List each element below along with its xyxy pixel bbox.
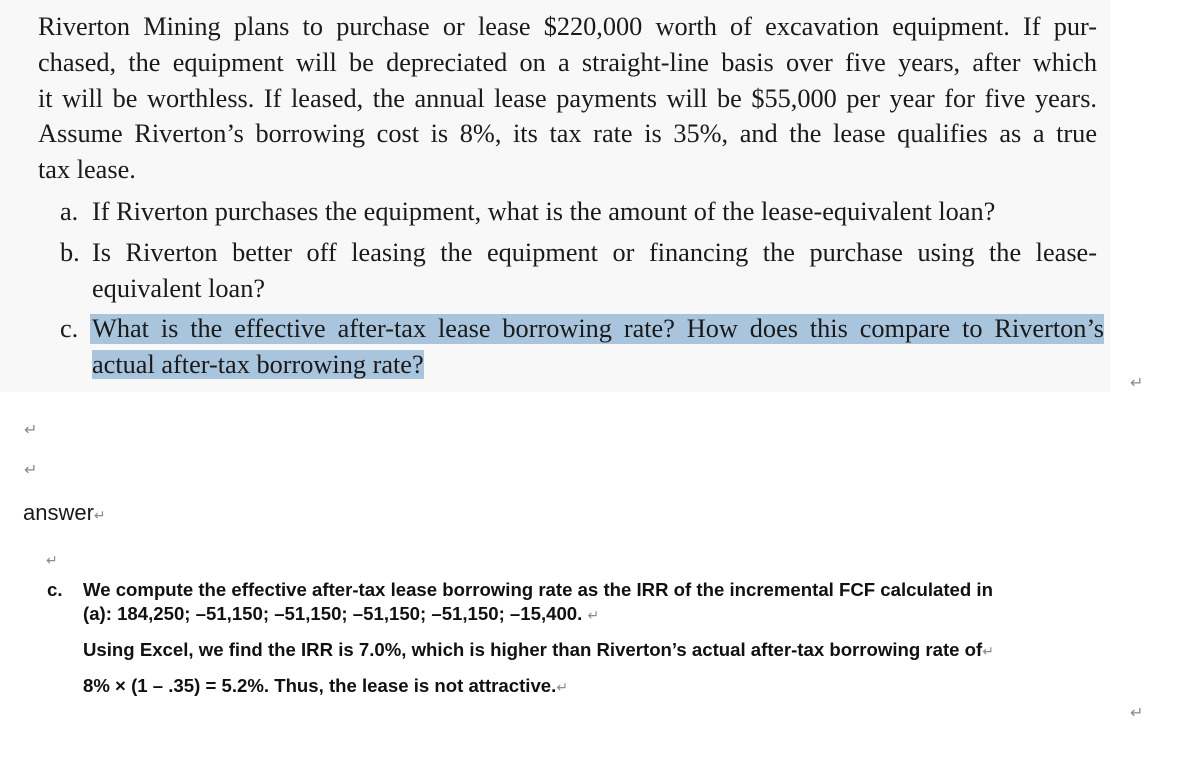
return-mark: ↵ bbox=[24, 420, 38, 439]
question-c-text-line-1: What is the effective after-tax lease borrowing rate? How does this compare to Riverton’s bbox=[92, 314, 1104, 343]
answer-c-label: c. bbox=[47, 579, 63, 600]
answer-line-2 bbox=[83, 603, 599, 625]
answer-heading-text: answer bbox=[23, 500, 94, 525]
problem-line-5: tax lease. bbox=[38, 155, 136, 184]
return-mark: ↵ bbox=[982, 644, 994, 660]
question-c-highlight: actual after-tax borrowing rate? bbox=[92, 350, 424, 379]
answer-line-4-text: 8% × (1 – .35) = 5.2%. Thus, the lease is not attractive. bbox=[83, 675, 557, 696]
return-mark: ↵ bbox=[1130, 373, 1144, 392]
question-a-label: a. bbox=[60, 197, 79, 226]
question-b-label: b. bbox=[60, 238, 80, 267]
question-b-text-line-1: Is Riverton better off leasing the equipment or financing the purchase using the lease- bbox=[92, 238, 1097, 267]
answer-line-1: We compute the effective after-tax lease borrowing rate as the IRR of the incremental FCF calculated in bbox=[83, 579, 993, 600]
question-c-label: c. bbox=[60, 314, 79, 343]
problem-line-1: Riverton Mining plans to purchase or lease $220,000 worth of excavation equipment. If pur- bbox=[38, 12, 1097, 41]
return-mark: ↵ bbox=[46, 553, 58, 569]
problem-line-3: it will be worthless. If leased, the annual lease payments will be $55,000 per year for five years. bbox=[38, 84, 1097, 113]
answer-line-4 bbox=[83, 675, 568, 697]
problem-line-2: chased, the equipment will be depreciated on a straight-line basis over five years, after which bbox=[38, 48, 1097, 77]
return-mark: ↵ bbox=[24, 460, 38, 479]
question-c-text-line-2 bbox=[90, 350, 426, 380]
return-mark: ↵ bbox=[93, 508, 106, 524]
question-a-text: If Riverton purchases the equipment, what is the amount of the lease-equivalent loan? bbox=[92, 197, 996, 226]
answer-heading bbox=[23, 500, 106, 526]
answer-line-3 bbox=[83, 639, 994, 661]
return-mark: ↵ bbox=[556, 680, 569, 696]
question-b-text-line-2: equivalent loan? bbox=[92, 274, 266, 303]
answer-line-2-text: (a): 184,250; –51,150; –51,150; –51,150; –51,150; –15,400. bbox=[83, 603, 583, 624]
return-mark: ↵ bbox=[1130, 703, 1144, 722]
return-mark: ↵ bbox=[587, 608, 600, 624]
problem-line-4: Assume Riverton’s borrowing cost is 8%, its tax rate is 35%, and the lease qualifies as a true bbox=[38, 119, 1097, 148]
answer-line-3-text: Using Excel, we find the IRR is 7.0%, which is higher than Riverton’s actual after-tax borrowing rate of bbox=[83, 639, 983, 660]
problem-statement bbox=[0, 0, 1110, 392]
